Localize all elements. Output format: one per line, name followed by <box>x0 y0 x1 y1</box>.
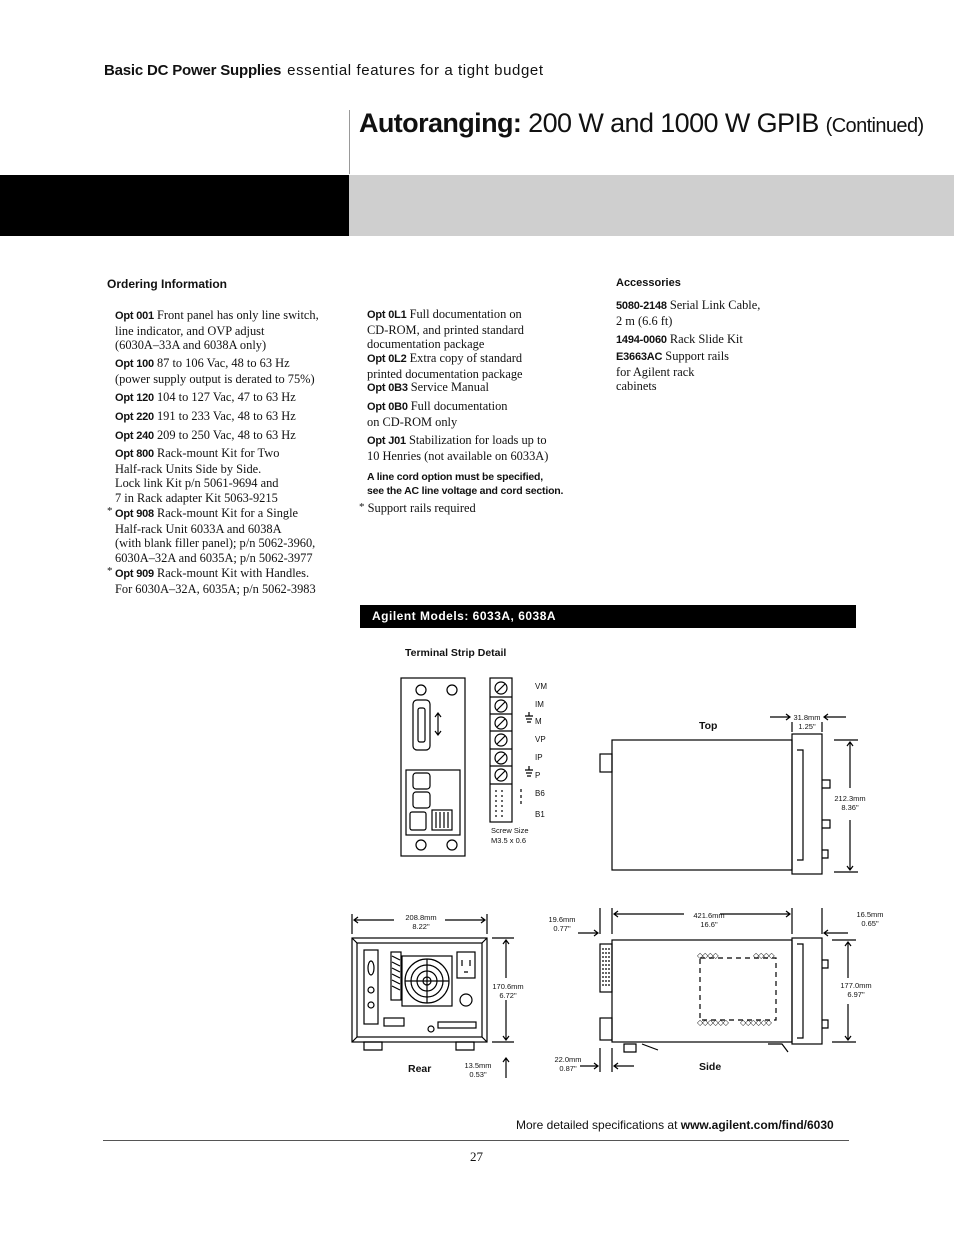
rear-feet <box>364 1042 474 1050</box>
front-screw-icon <box>416 685 426 695</box>
support-rails-footnote: * Support rails required <box>359 501 476 515</box>
list-item: Opt 001 Front panel has only line switch, line indicator, and OVP adjust (6030A–33A and 6038A only) <box>115 308 319 352</box>
side-view-label: Side <box>699 1061 722 1073</box>
top-view-label: Top <box>699 720 718 732</box>
top-view-body <box>612 740 792 870</box>
ground-icon <box>525 766 533 776</box>
terminal-strip-title: Terminal Strip Detail <box>405 647 507 659</box>
ordering-heading: Ordering Information <box>107 277 227 291</box>
rear-view-body <box>352 938 487 1042</box>
list-item: Opt 0B3 Service Manual <box>367 380 489 394</box>
footer-text: More detailed specifications at <box>516 1118 678 1132</box>
side-vent-outline <box>700 958 776 1020</box>
ac-inlet-icon <box>457 952 475 978</box>
top-view-front <box>792 734 822 874</box>
accessories-heading: Accessories <box>616 277 681 289</box>
list-item: Opt 800 Rack-mount Kit for Two Half-rack Units Side by Side. Lock link Kit p/n 5061-9694 and 7 in Rack adapter Kit 5063-9215 <box>115 446 280 505</box>
list-item: Opt J01 Stabilization for loads up to 10 Henries (not available on 6033A) <box>367 433 549 463</box>
side-feet <box>624 1044 788 1052</box>
dim-top-height: 212.3mm 8.36" <box>834 794 866 812</box>
terminal-label: B1 <box>535 810 545 819</box>
ground-icon <box>525 712 533 722</box>
side-view-front <box>792 938 822 1044</box>
list-item: Opt 240 209 to 250 Vac, 48 to 63 Hz <box>115 428 296 442</box>
dim-arrow <box>824 714 846 720</box>
list-item: Opt 0L2 Extra copy of standard printed documentation package <box>367 351 523 381</box>
front-screw-icon <box>447 685 457 695</box>
dim-side-rear-overhang: 19.6mm 0.77" <box>548 915 576 933</box>
updown-arrow-icon <box>435 713 441 735</box>
list-item: * Opt 909 Rack-mount Kit with Handles. For 6030A–32A, 6035A; p/n 5062-3983 <box>107 565 316 596</box>
vent-pattern-icon: ◇◇◇◇◇◇ <box>697 1018 728 1027</box>
vent-pattern-icon: ◇◇◇◇◇◇ <box>740 1018 771 1027</box>
terminal-label: VM <box>535 682 547 691</box>
title-regular: 200 W and 1000 W GPIB <box>528 108 819 138</box>
dim-rear-width: 208.8mm 8.22" <box>405 913 437 931</box>
page-number: 27 <box>470 1149 483 1164</box>
title-bold: Autoranging: <box>359 108 522 138</box>
list-item: 1494-0060 Rack Slide Kit <box>616 332 743 346</box>
terminal-label: VP <box>535 735 546 744</box>
list-item: E3663AC Support rails for Agilent rack cabinets <box>616 349 729 393</box>
terminal-label: M <box>535 717 542 726</box>
rear-view-label: Rear <box>408 1063 432 1075</box>
list-item: 5080-2148 Serial Link Cable, 2 m (6.6 ft) <box>616 298 761 328</box>
list-item: Opt 120 104 to 127 Vac, 47 to 63 Hz <box>115 390 296 404</box>
dim-top-width: 31.8mm 1.25" <box>793 713 821 731</box>
list-item: Opt 0B0 Full documentation on CD-ROM only <box>367 399 508 429</box>
dim-rear-foot: 13.5mm 0.53" <box>464 1061 492 1079</box>
dim-side-height: 177.0mm 6.97" <box>840 981 872 999</box>
dim-side-depth: 421.6mm 16.6" <box>693 911 725 929</box>
dim-arrow <box>770 714 790 720</box>
list-item: Opt 220 191 to 233 Vac, 48 to 63 Hz <box>115 409 296 423</box>
front-screw-icon <box>447 840 457 850</box>
title-continued: (Continued) <box>825 115 924 137</box>
section-tagline: essential features for a tight budget <box>287 62 544 79</box>
terminal-label: IM <box>535 700 544 709</box>
dim-rear-height: 170.6mm 6.72" <box>492 982 524 1000</box>
dim-side-bottom: 22.0mm 0.87" <box>554 1055 582 1073</box>
line-cord-note: A line cord option must be specified, see the AC line voltage and cord section. <box>367 471 564 497</box>
list-item: Opt 0L1 Full documentation on CD-ROM, and printed standard documentation package <box>367 307 524 351</box>
screw-size-label: Screw Size M3.5 x 0.6 <box>491 826 529 845</box>
footer-note <box>516 1118 834 1132</box>
footer-url-link[interactable]: www.agilent.com/find/6030 <box>680 1118 834 1132</box>
terminal-label: B6 <box>535 789 545 798</box>
vent-pattern-icon: ◇◇◇◇ <box>753 951 774 960</box>
dim-side-front-overhang: 16.5mm 0.65" <box>856 910 884 928</box>
vent-pattern-icon: ◇◇◇◇ <box>697 951 718 960</box>
section-name: Basic DC Power Supplies <box>104 62 282 79</box>
terminal-label: IP <box>535 753 543 762</box>
list-item: Opt 100 87 to 106 Vac, 48 to 63 Hz (power supply output is derated to 75%) <box>115 356 315 386</box>
models-bar-label: Agilent Models: 6033A, 6038A <box>372 609 557 623</box>
list-item: * Opt 908 Rack-mount Kit for a Single Half-rack Unit 6033A and 6038A (with blank filler panel); p/n 5062-3960, 6030A–32A and 6035A; p/n 5062-3977 <box>107 505 316 565</box>
footer-rule <box>103 1140 849 1141</box>
front-screw-icon <box>416 840 426 850</box>
terminal-label: P <box>535 771 541 780</box>
